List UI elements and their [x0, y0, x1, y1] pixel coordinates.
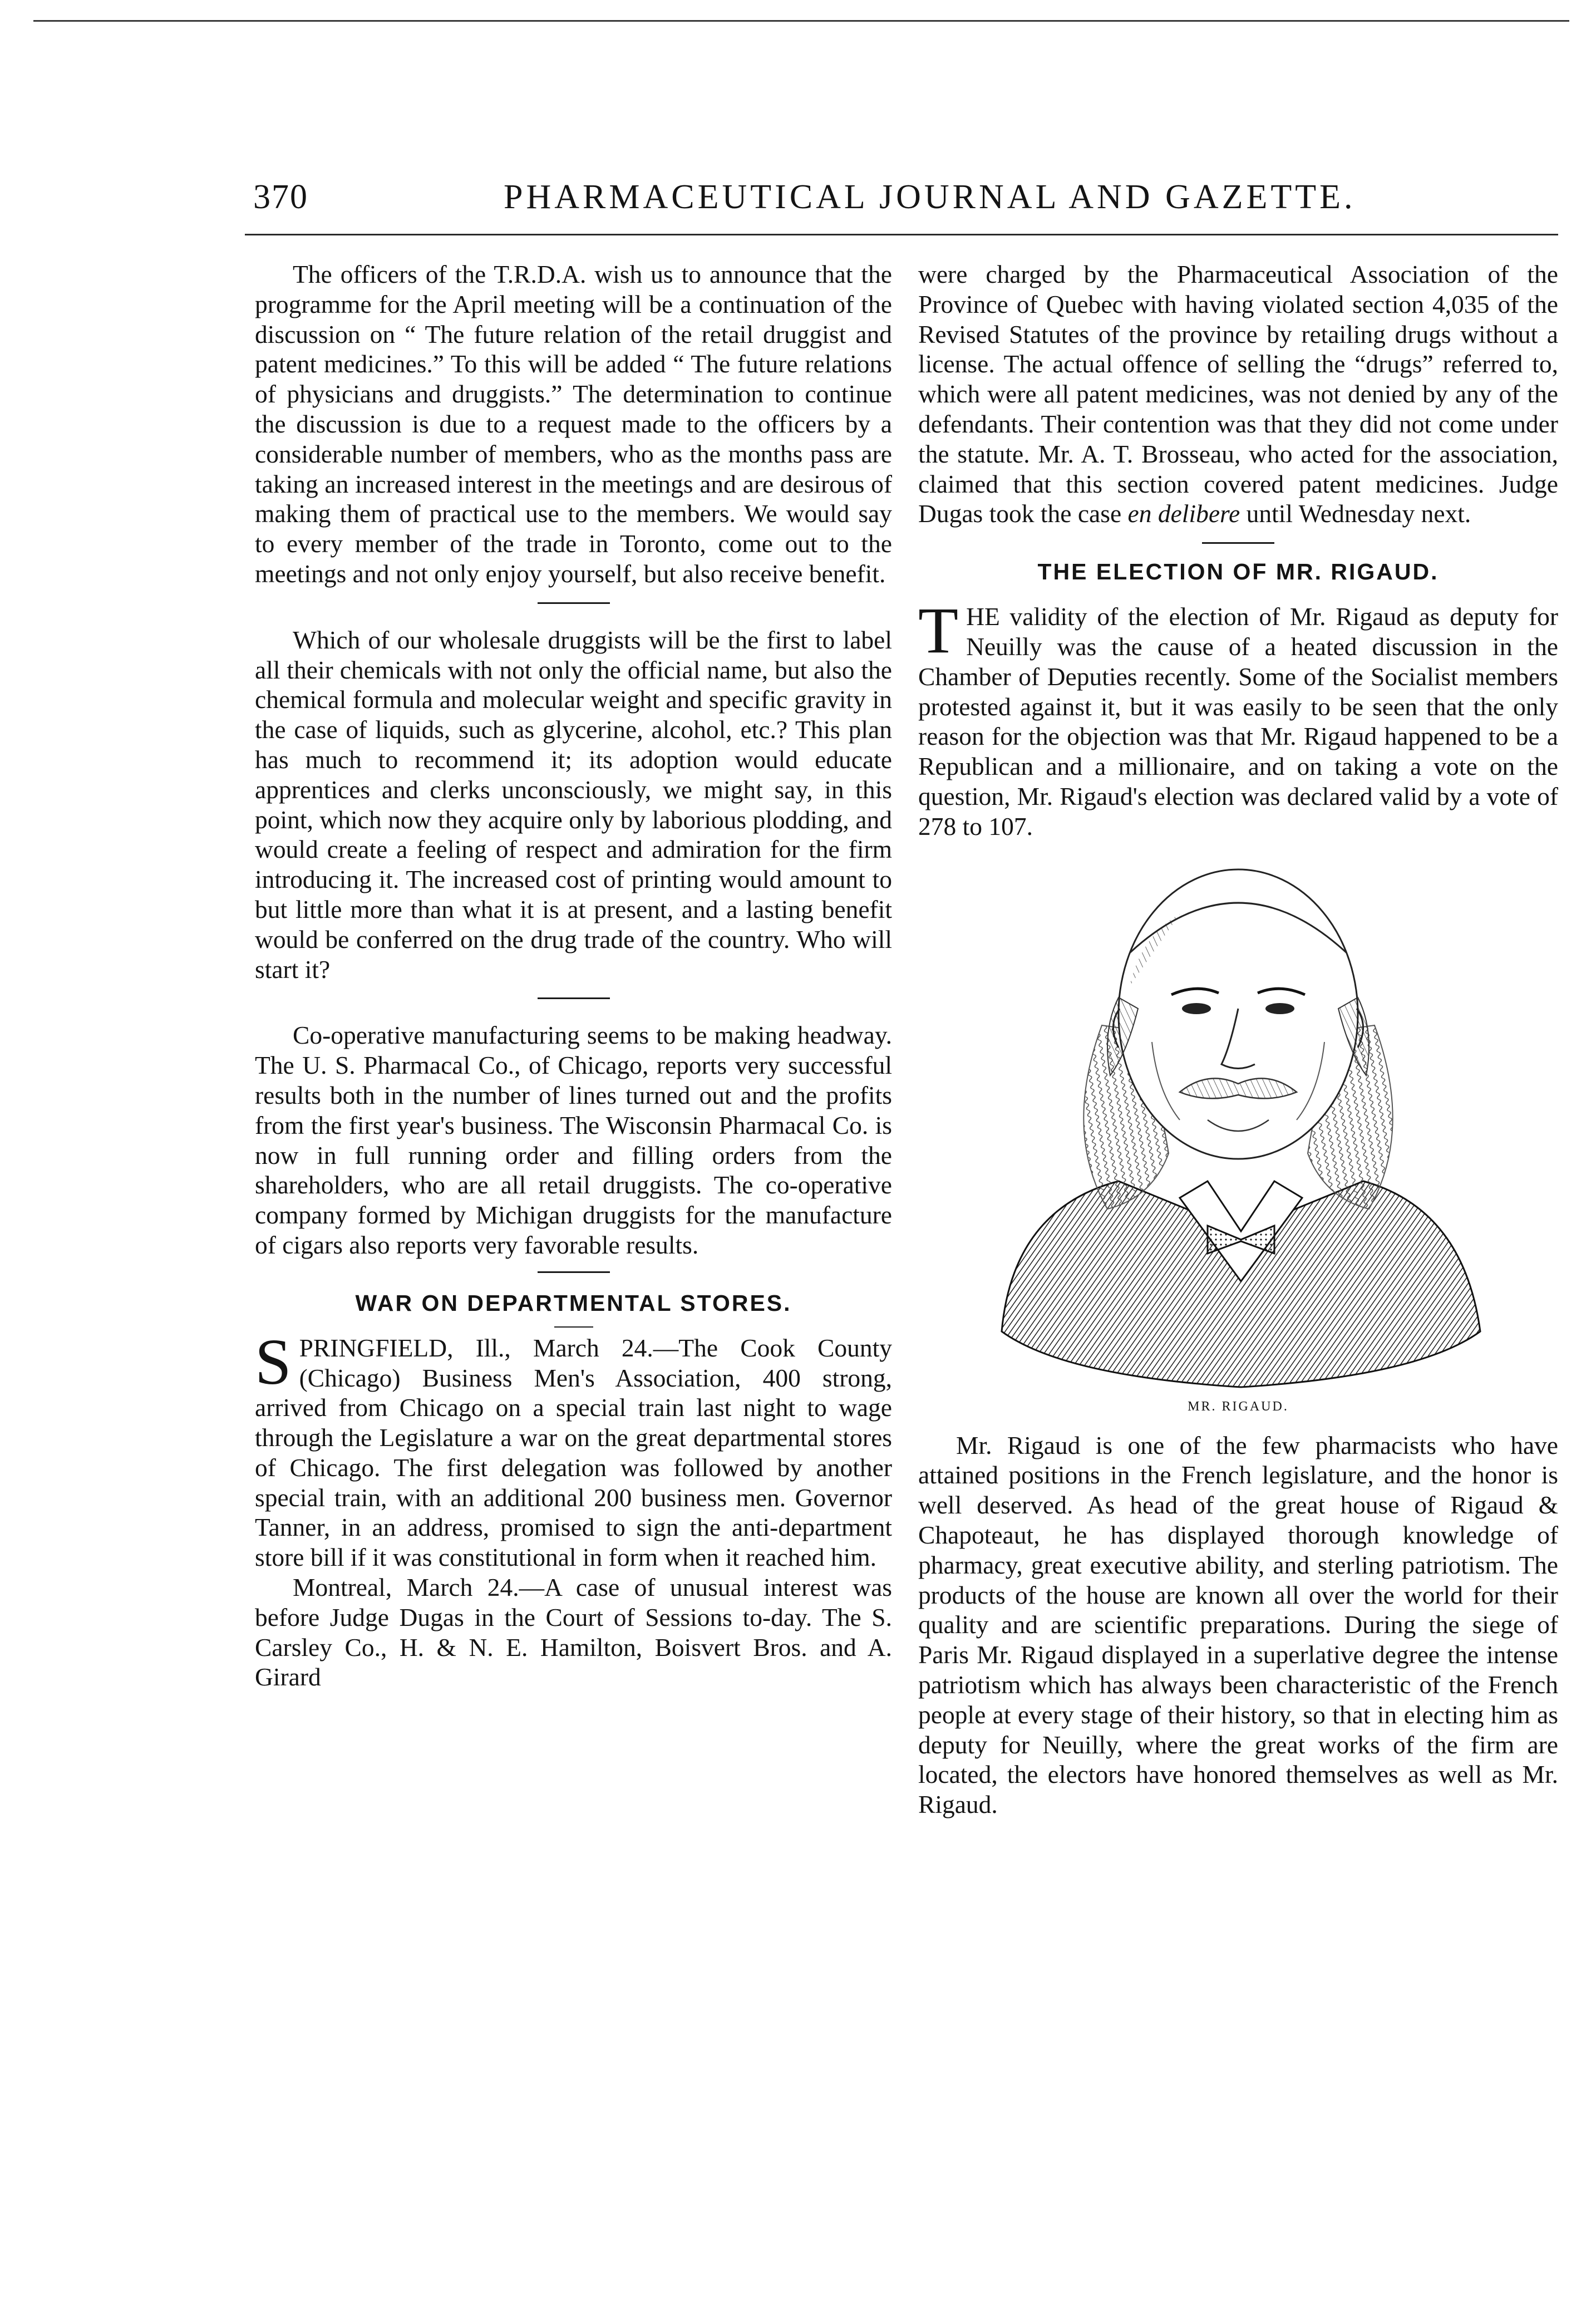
- drop-cap-s: S: [255, 1325, 292, 1398]
- header-rule: [245, 234, 1558, 235]
- page-number: 370: [253, 178, 308, 216]
- top-edge-rule: [33, 20, 1569, 22]
- paragraph-trda-announcement: The officers of the T.R.D.A. wish us to announce that the programme for the April meeting will be a continuation of the discussion on “ The future relation of the retail druggist and patent medicines.” To this will be added “ The future relations of physicians and druggists.” The determination to continue the discussion is due to a request made to the officers by a considerable number of members, who as the months pass are taking an increased interest in the meetings and are desirous of making them of practical use to the members. We would say to every member of the trade in Toronto, come out to the meetings and not only enjoy yourself, but also receive benefit.: [255, 260, 892, 588]
- heading-election-of-mr-rigaud: THE ELECTION OF MR. RIGAUD.: [1037, 559, 1439, 585]
- paragraph-montreal-continued: were charged by the Pharmaceutical Association of the Province of Quebec with having violated section 4,035 of the Revised Statutes of the province by retailing drugs without a license. The actual offence of selling the “drugs” referred to, which were all patent medicines, was not denied by any of the defendants. Their contention was that they did not come under the statute. Mr. A. T. Brosseau, who acted for the association, claimed that this section covered patent medicines. Judge Dugas took the case en delibere until Wednesday next.: [918, 260, 1558, 528]
- paragraph-rigaud-biography: Mr. Rigaud is one of the few pharmacists who have attained positions in the French legislature, and the honor is well deserved. As head of the great house of Rigaud & Chapoteaut, he has displayed thorough knowledge of pharmacy, great executive ability, and sterling patriotism. The products of the house are known all over the world for their quality and are scientific preparations. During the siege of Paris Mr. Rigaud displayed in a superlative degree the intense patriotism which has always been characteristic of the French people at every stage of their history, so that in electing him as deputy for Neuilly, where the great works of the firm are located, the electors have honored themselves as well as Mr. Rigaud.: [918, 1431, 1558, 1819]
- section-divider: [538, 997, 610, 999]
- paragraph-cooperative-manufacturing: Co-operative manufacturing seems to be making headway. The U. S. Pharmacal Co., of Chicago, reports very successful results both in the number of lines turned out and the profits from the first year's business. The Wisconsin Pharmacal Co. is now in full running order and filling orders from the shareholders, who are all retail druggists. The co-operative company formed by Michigan druggists for the manufacture of cigars also reports very favorable results.: [255, 1021, 892, 1259]
- paragraph-montreal: Montreal, March 24.—A case of unusual interest was before Judge Dugas in the Court of Sessions to-day. The S. Carsley Co., H. & N. E. Hamilton, Boisvert Bros. and A. Girard: [255, 1573, 892, 1692]
- right-column: [918, 259, 1558, 1820]
- section-divider: [538, 602, 610, 604]
- drop-cap-t: T: [918, 594, 959, 667]
- paragraph-election: THE validity of the election of Mr. Rigaud as deputy for Neuilly was the cause of a heated discussion in the Chamber of Deputies recently. Some of the Socialist members protested against it, but it was easily to be seen that the only reason for the objection was that Mr. Rigaud happened to be a Republican and a millionaire, and on taking a vote on the question, Mr. Rigaud's election was declared valid by a vote of 278 to 107.: [918, 594, 1558, 840]
- heading-underline: [554, 1326, 593, 1328]
- section-divider: [538, 1271, 610, 1273]
- italic-en-delibere: en delibere: [1127, 499, 1240, 528]
- left-column: [255, 259, 892, 1692]
- portrait-engraving: [918, 842, 1558, 1398]
- paragraph-springfield: SPRINGFIELD, Ill., March 24.—The Cook County (Chicago) Business Men's Association, 400 strong, arrived from Chicago on a special train last night to wage through the Legislature a war on the great departmental stores of Chicago. The first delegation was followed by another special train, with an additional 200 business men. Governor Tanner, in an address, promised to sign the anti-department store bill if it was constitutional in form when it reached him.: [255, 1325, 892, 1572]
- portrait-caption: MR. RIGAUD.: [1188, 1399, 1289, 1414]
- heading-war-on-departmental-stores: WAR ON DEPARTMENTAL STORES.: [355, 1290, 792, 1316]
- portrait-illustration: [918, 842, 1558, 1398]
- journal-title: PHARMACEUTICAL JOURNAL AND GAZETTE.: [504, 178, 1356, 216]
- section-divider: [1202, 542, 1274, 544]
- paragraph-wholesale-labels: Which of our wholesale druggists will be the first to label all their chemicals with not only the official name, but also the chemical formula and molecular weight and specific gravity in the case of liquids, such as glycerine, alcohol, etc.? This plan has much to recommend it; its adoption would educate apprentices and clerks unconsciously, we might say, in this point, which now they acquire only by laborious plodding, and would create a feeling of respect and admiration for the firm introducing it. The increased cost of printing would amount to but little more than what it is at present, and a lasting benefit would be conferred on the drug trade of the country. Who will start it?: [255, 625, 892, 984]
